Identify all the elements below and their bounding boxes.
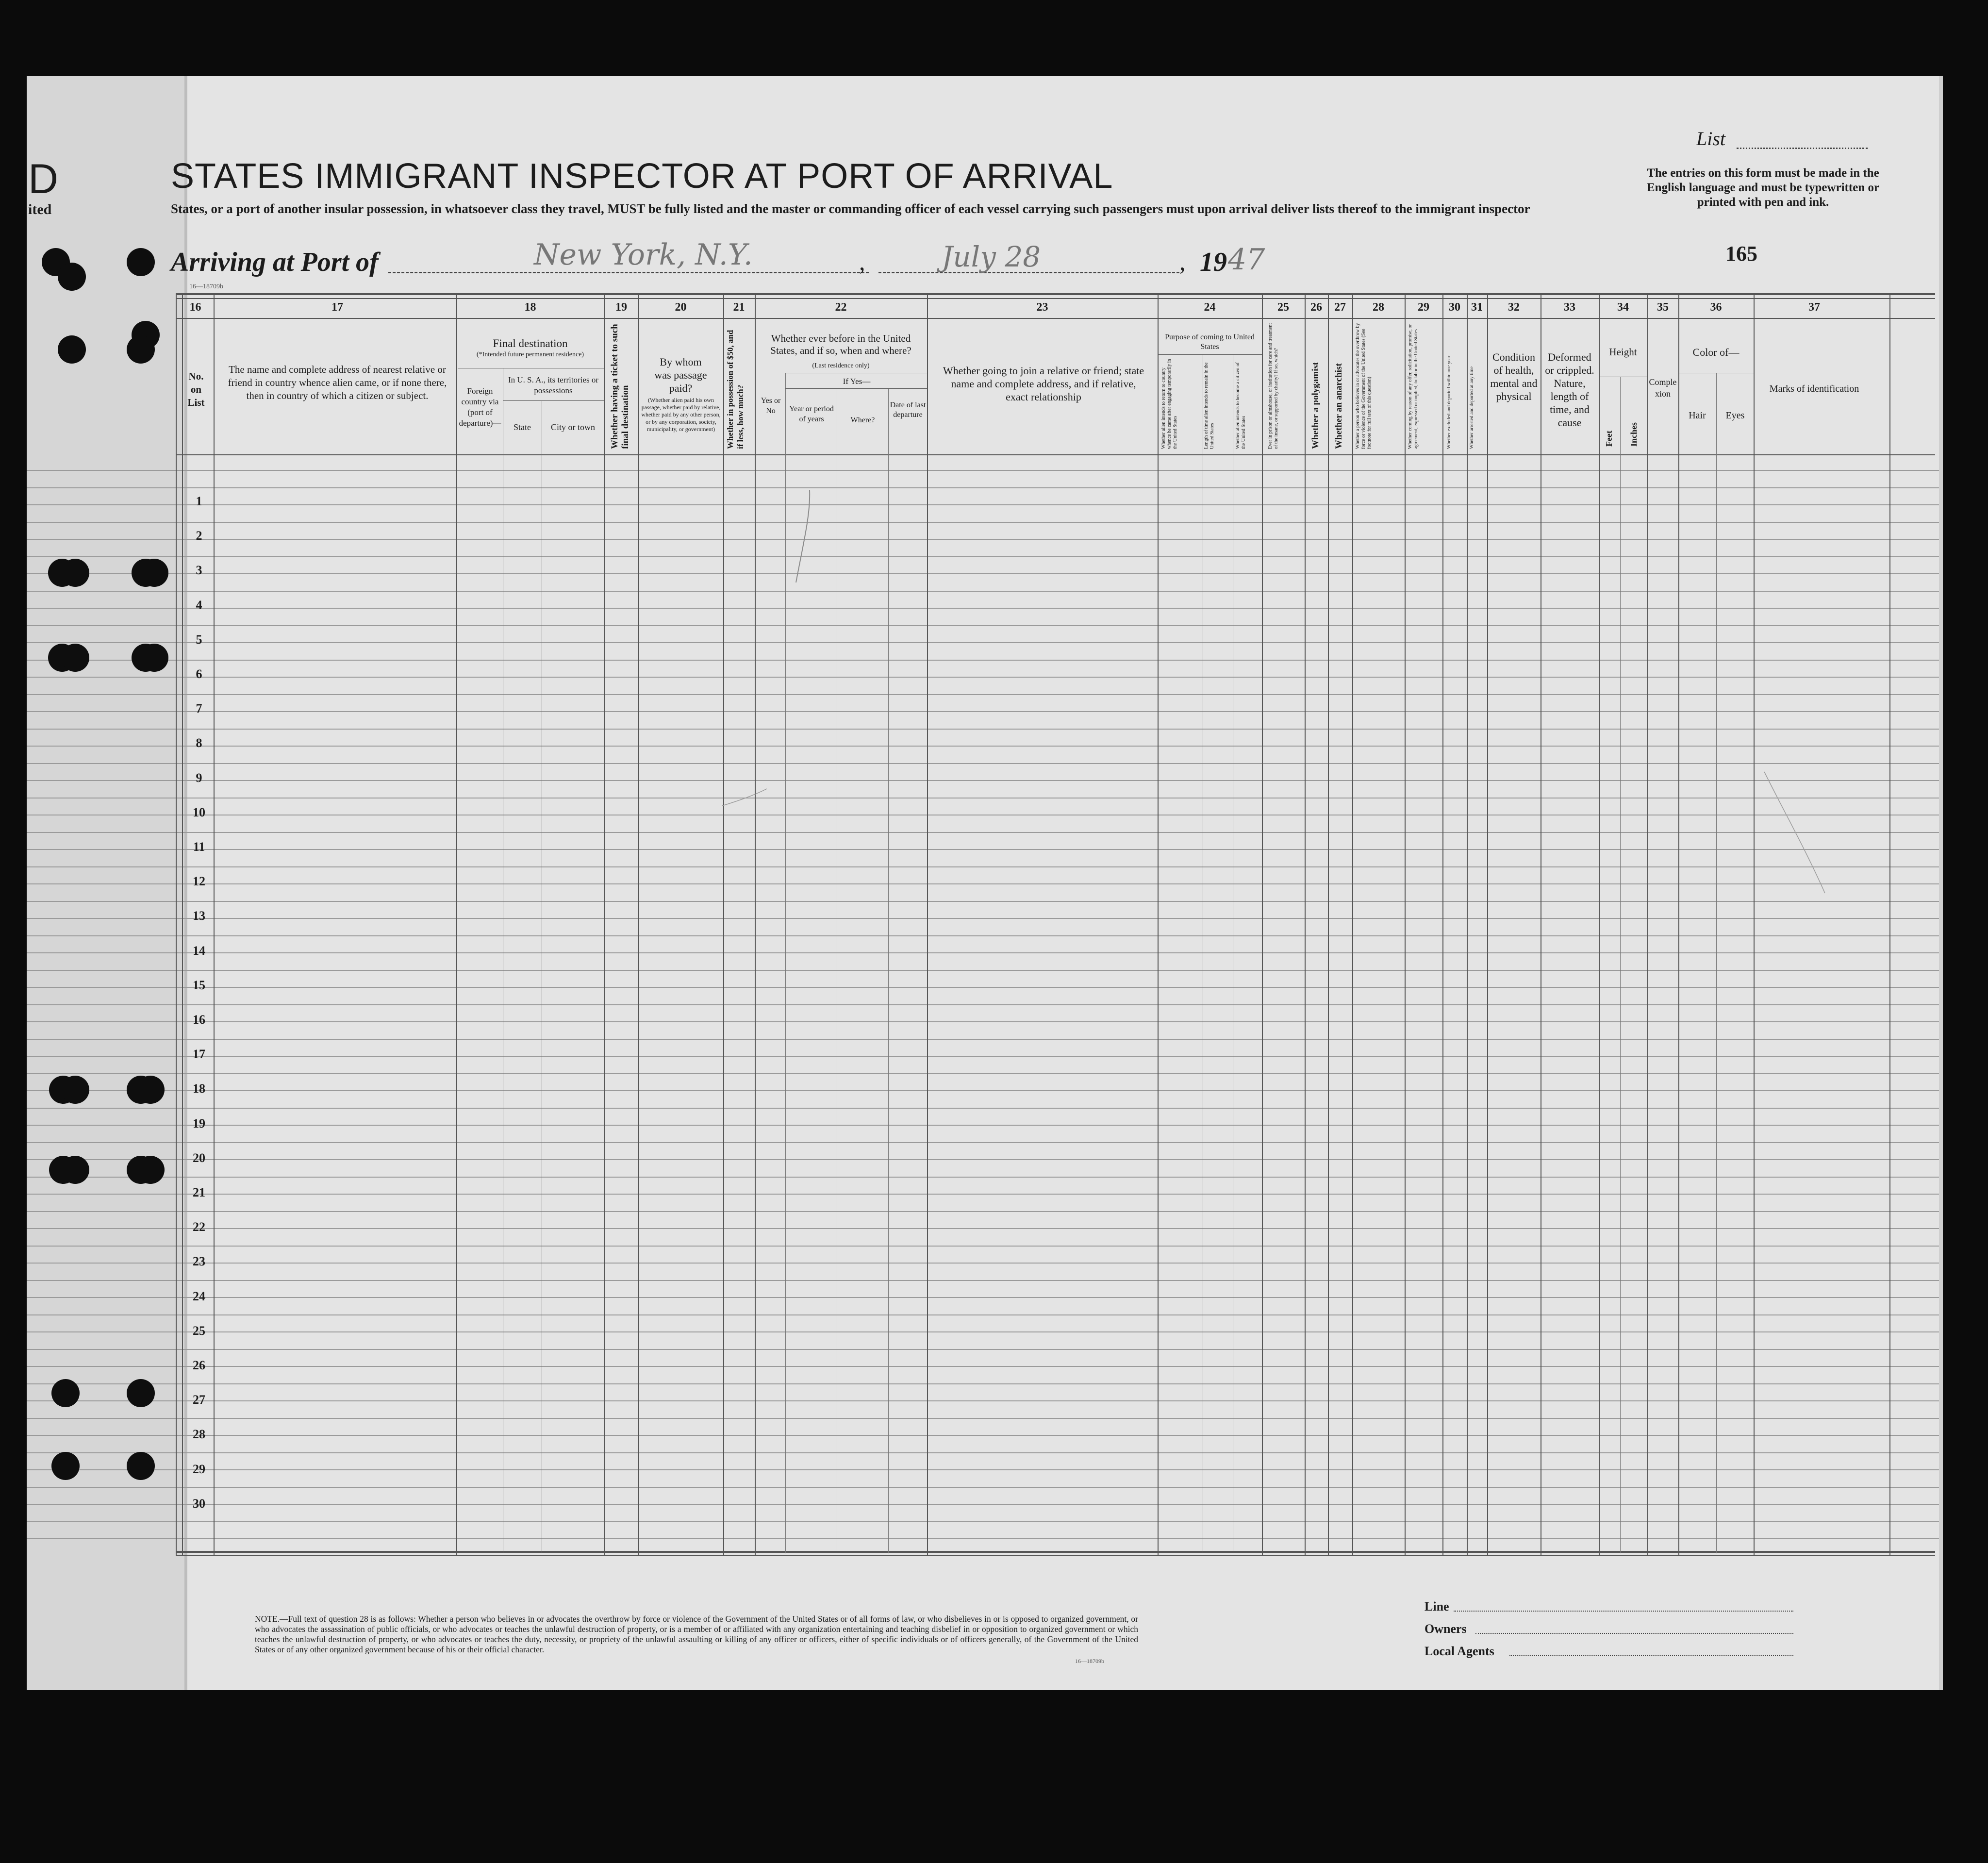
header-arrested: Whether arrested and deported at any time [1469, 366, 1474, 449]
row-number: 5 [196, 632, 202, 647]
agents-field [1509, 1655, 1793, 1656]
header-purpose-citizen: Whether alien intends to become a citizen of the United States [1235, 362, 1246, 449]
arriving-label: Arriving at Port of [171, 247, 379, 277]
colnum-32: 32 [1508, 301, 1520, 314]
comma-1: , [859, 248, 865, 275]
header-complexion: Complexion [1649, 377, 1677, 399]
colnum-17: 17 [331, 301, 343, 314]
header-deformed: Deformed or crippled. Nature, length of time, and cause [1545, 351, 1594, 429]
header-height: Height [1609, 346, 1637, 358]
form-code-top: 16—18709b [189, 283, 223, 290]
colnum-24: 24 [1204, 301, 1216, 314]
header-final-destination: Final destination [493, 337, 568, 349]
header-if-yes: If Yes— [843, 377, 871, 386]
colnum-26: 26 [1310, 301, 1322, 314]
header-labor-offer: Whether coming by reason of any offer, solicitation, promise, or agreement, expressed or implied, to labor in the United States [1408, 324, 1419, 449]
row-number: 8 [196, 736, 202, 750]
header-health: Condition of health, mental and physical [1490, 351, 1538, 402]
header-inches: Inches [1629, 422, 1639, 447]
row-number: 4 [196, 598, 202, 612]
row-number: 17 [193, 1047, 205, 1062]
row-number: 14 [193, 943, 205, 958]
row-number: 7 [196, 701, 202, 716]
header-ever-before-sub: (Last residence only) [812, 362, 870, 369]
colnum-18: 18 [524, 301, 536, 314]
row-number: 11 [193, 840, 205, 854]
header-purpose-return: Whether alien intends to return to country whence he came after engaging temporarily in the United States [1161, 359, 1178, 449]
colnum-33: 33 [1564, 301, 1575, 314]
line-field [1454, 1611, 1793, 1612]
row-number: 21 [193, 1185, 205, 1199]
form-subtitle: States, or a port of another insular possession, in whatsoever class they travel, MUST be fully listed and the master or commanding officer of each vessel carrying such passengers must upon arrival deliver lists thereof to the immigrant inspector [171, 201, 1530, 216]
edge-letter: D [28, 156, 59, 202]
footer-code: 16—18709b [1075, 1658, 1104, 1664]
header-year-period: Year or period of years [789, 405, 834, 423]
row-number: 24 [193, 1289, 205, 1303]
header-color-of: Color of— [1692, 346, 1740, 358]
colnum-25: 25 [1277, 301, 1289, 314]
header-polygamist: Whether a polygamist [1310, 362, 1321, 449]
colnum-30: 30 [1449, 301, 1460, 314]
header-passage-paid: By whom was passage paid? [654, 356, 707, 394]
header-hair: Hair [1689, 410, 1706, 421]
row-number: 19 [193, 1116, 205, 1131]
row-number: 25 [193, 1323, 205, 1338]
header-final-destination-sub: (*Intended future permanent residence) [476, 351, 584, 358]
owners-label: Owners [1425, 1622, 1467, 1636]
header-yes-no: Yes or No [761, 397, 781, 415]
year-printed: 19 [1200, 247, 1227, 277]
edge-text: ited [28, 201, 52, 217]
header-no-on-list: No. on List [187, 370, 205, 408]
row-number: 27 [193, 1393, 205, 1407]
colnum-34: 34 [1617, 301, 1629, 314]
row-number: 18 [193, 1081, 205, 1096]
row-number: 1 [196, 494, 202, 508]
date-handwritten: July 28 [942, 240, 1041, 273]
owners-field [1475, 1633, 1793, 1634]
header-marks: Marks of identification [1769, 383, 1859, 394]
row-number: 30 [193, 1496, 205, 1511]
header-city: City or town [550, 422, 595, 432]
row-number: 23 [193, 1254, 205, 1269]
row-number: 20 [193, 1150, 205, 1165]
footer-note: NOTE.—Full text of question 28 is as follows: Whether a person who believes in or advocates the overthrow by force or violence of the Government of the United States or of all forms of law, or who disbelieves in or is opposed to organized government, or who advocates the assassination of public officials, or who advocates or teaches the unlawful destruction of property, or is a member of or affiliated with any organization entertaining and teaching disbelief in or opposition to organized government or which teaches the unlawful destruction of property, or who advocates or teaches the duty, necessity, or propriety of the unlawful assaulting or killing of any officer or officers, either of specific individuals or of officers generally, of the Government of the United States or of any other organized government because of his or their official character. [255, 1614, 1138, 1654]
row-number: 13 [193, 909, 205, 923]
header-where: Where? [850, 416, 875, 424]
row-number: 15 [193, 978, 205, 992]
header-possession-50: Whether in possession of $50, and if less, how much? [726, 330, 745, 449]
colnum-28: 28 [1373, 301, 1384, 314]
header-ticket: Whether having a ticket to such final destination [610, 324, 630, 449]
colnum-16: 16 [189, 301, 201, 314]
line-label: Line [1425, 1599, 1449, 1613]
row-number: 9 [196, 770, 202, 785]
comma-2: , [1179, 248, 1186, 275]
header-join-relative: Whether going to join a relative or friend; state name and complete address, and if relative, exact relationship [943, 365, 1144, 403]
header-eyes: Eyes [1725, 410, 1745, 421]
header-purpose-length: Length of time alien intends to remain in the United States [1204, 362, 1215, 449]
colnum-31: 31 [1471, 301, 1483, 314]
year-handwritten: 47 [1228, 243, 1265, 277]
colnum-23: 23 [1036, 301, 1048, 314]
header-state: State [514, 422, 531, 432]
colnum-19: 19 [615, 301, 627, 314]
form-instructions: The entries on this form must be made in the English language and must be typewritten or printed with pen and ink. [1646, 166, 1880, 209]
row-number: 10 [193, 805, 205, 819]
row-number: 22 [193, 1220, 205, 1234]
header-ever-before: Whether ever before in the United States, and if so, when and where? [770, 333, 911, 356]
header-prison: Ever in prison or almshouse, or institution for care and treatment of the insane, or supported by charity? If so, which? [1268, 323, 1279, 449]
agents-label: Local Agents [1425, 1644, 1494, 1658]
row-number: 26 [193, 1358, 205, 1372]
form-title: STATES IMMIGRANT INSPECTOR AT PORT OF ARRIVAL [171, 157, 1113, 196]
row-number: 29 [193, 1462, 205, 1476]
colnum-22: 22 [835, 301, 847, 314]
row-number: 28 [193, 1427, 205, 1442]
colnum-21: 21 [733, 301, 745, 314]
header-excluded: Whether excluded and deported within one year [1446, 355, 1452, 449]
colnum-37: 37 [1808, 301, 1820, 314]
list-label: List [1696, 128, 1726, 150]
header-feet: Feet [1604, 431, 1614, 447]
header-purpose: Purpose of coming to United States [1165, 333, 1255, 351]
header-passage-paid-sub: (Whether alien paid his own passage, whether paid by relative, whether paid by any other person, or by any corporation, society, municipality, or government) [641, 397, 721, 432]
port-handwritten: New York, N.Y. [534, 238, 753, 272]
header-nearest-relative: The name and complete address of nearest relative or friend in country whence alien came, or if none there, then in country of which a citizen or subject. [228, 364, 447, 401]
header-in-usa: In U. S. A., its territories or possessions [508, 375, 599, 395]
header-anarchist: Whether an anarchist [1334, 363, 1344, 449]
row-number: 2 [196, 529, 202, 543]
colnum-27: 27 [1334, 301, 1346, 314]
row-number: 16 [193, 1013, 205, 1027]
page-number: 165 [1725, 242, 1757, 266]
header-foreign-country: Foreign country via (port of departure)— [459, 386, 501, 428]
colnum-20: 20 [675, 301, 687, 314]
row-number: 12 [193, 874, 205, 889]
header-last-departure: Date of last departure [890, 401, 926, 419]
colnum-29: 29 [1418, 301, 1429, 314]
header-overthrow: Whether a person who believes in or advocates the overthrow by force or violence of the Government of the United States (See footnote for full text of this question) [1355, 323, 1372, 449]
colnum-36: 36 [1710, 301, 1722, 314]
row-number: 3 [196, 563, 202, 578]
colnum-35: 35 [1657, 301, 1669, 314]
row-number: 6 [196, 667, 202, 681]
